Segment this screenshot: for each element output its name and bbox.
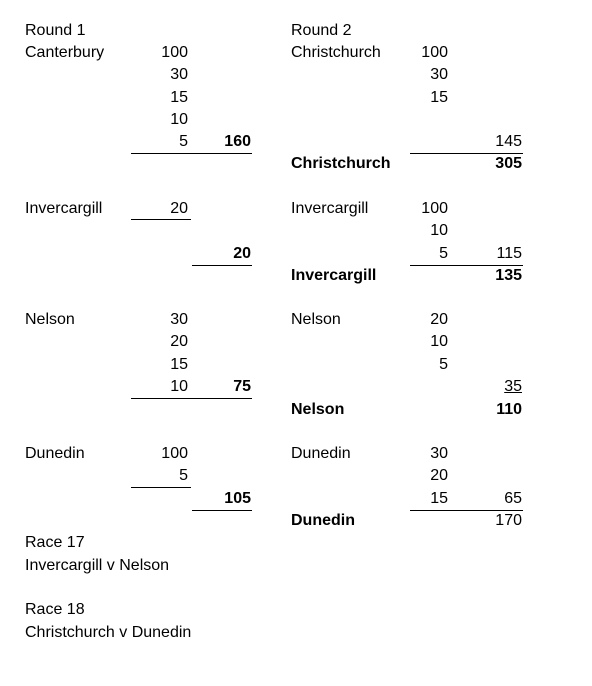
round2-christchurch-score: 15 <box>430 89 448 106</box>
round1-dunedin-score-rule <box>131 487 191 488</box>
round2-dunedin-score: 15 <box>430 490 448 507</box>
round2-team-nelson: Nelson <box>291 311 341 328</box>
round2-christchurch-score: 30 <box>430 66 448 83</box>
round1-canterbury-score: 100 <box>161 44 188 61</box>
round2-christchurch-score: 100 <box>421 44 448 61</box>
round2-invercargill-score: 100 <box>421 200 448 217</box>
round1-invercargill-rule <box>192 265 252 266</box>
round2-nelson-total: 110 <box>496 401 522 418</box>
round2-nelson-score: 10 <box>430 333 448 350</box>
round1-dunedin-rule <box>192 510 252 511</box>
round1-team-dunedin: Dunedin <box>25 445 85 462</box>
round2-invercargill-subtotal: 115 <box>496 245 522 262</box>
round1-nelson-total: 75 <box>233 378 251 395</box>
round1-team-canterbury: Canterbury <box>25 44 105 61</box>
round2-dunedin-subtotal: 65 <box>504 490 522 507</box>
round1-invercargill-score: 20 <box>170 200 188 217</box>
round1-canterbury-score: 30 <box>170 66 188 83</box>
race-matchup: Christchurch v Dunedin <box>25 624 192 641</box>
round1-nelson-score: 20 <box>170 333 188 350</box>
round1-canterbury-total: 160 <box>224 133 251 150</box>
round2-christchurch-total: 305 <box>495 155 522 172</box>
round1-canterbury-score: 15 <box>170 89 188 106</box>
round2-nelson-score: 5 <box>439 356 448 373</box>
round2-team-christchurch: Christchurch <box>291 44 381 61</box>
round1-nelson-score: 30 <box>170 311 188 328</box>
round1-dunedin-score: 5 <box>179 467 188 484</box>
round2-team-dunedin: Dunedin <box>291 445 351 462</box>
round1-invercargill-total: 20 <box>233 245 251 262</box>
round2-nelson-score: 20 <box>430 311 448 328</box>
round2-invercargill-score: 5 <box>439 245 448 262</box>
round2-team-invercargill: Invercargill <box>291 200 369 217</box>
round1-dunedin-score: 100 <box>161 445 188 462</box>
round1-nelson-score: 15 <box>170 356 188 373</box>
race-label: Race 17 <box>25 534 85 551</box>
round2-invercargill-total-label: Invercargill <box>291 267 377 284</box>
round1-team-invercargill: Invercargill <box>25 200 103 217</box>
round2-invercargill-score: 10 <box>430 222 448 239</box>
round2-nelson-subtotal: 35 <box>504 378 522 395</box>
round1-dunedin-total: 105 <box>224 490 251 507</box>
round2-dunedin-total-label: Dunedin <box>291 512 355 529</box>
round2-dunedin-score: 20 <box>430 467 448 484</box>
round1-heading: Round 1 <box>25 22 86 39</box>
round2-nelson-total-label: Nelson <box>291 401 345 418</box>
round1-canterbury-score: 10 <box>170 111 188 128</box>
round2-christchurch-total-label: Christchurch <box>291 155 391 172</box>
round2-dunedin-total: 170 <box>495 512 522 529</box>
round1-nelson-rule <box>131 398 252 399</box>
round1-canterbury-score: 5 <box>179 133 188 150</box>
round1-canterbury-rule <box>131 153 252 154</box>
round2-christchurch-subtotal: 145 <box>495 133 522 150</box>
round2-dunedin-score: 30 <box>430 445 448 462</box>
round2-invercargill-total: 135 <box>495 267 522 284</box>
round2-heading: Round 2 <box>291 22 352 39</box>
round1-nelson-score: 10 <box>170 378 188 395</box>
race-matchup: Invercargill v Nelson <box>25 557 170 574</box>
round1-team-nelson: Nelson <box>25 311 75 328</box>
race-label: Race 18 <box>25 601 85 618</box>
round1-invercargill-score-rule <box>131 219 191 220</box>
